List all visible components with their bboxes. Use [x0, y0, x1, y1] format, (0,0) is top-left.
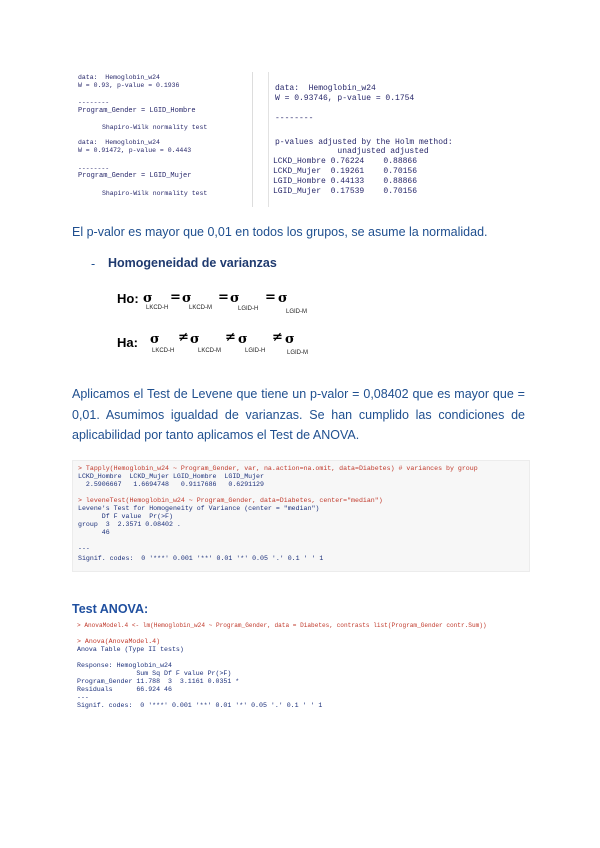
holm-output-right — [268, 72, 484, 207]
console-line: Signif. codes: 0 '***' 0.001 '**' 0.01 '*' 0.05 '.' 0.1 ' ' 1 — [77, 702, 323, 709]
output-line: LGID_Mujer 0.17539 0.70156 — [273, 187, 418, 196]
sub-lkcd-h: LKCD-H — [146, 305, 169, 311]
sigma-symbol: σ — [285, 332, 295, 347]
output-line: data: Hemoglobin_w24 — [275, 84, 376, 93]
not-equal-sign: ≠ — [178, 330, 189, 345]
output-line: Shapiro-Wilk normality test — [102, 190, 208, 197]
sigma-symbol: σ — [143, 291, 153, 306]
not-equal-sign: ≠ — [272, 330, 283, 345]
anova-heading: Test ANOVA: — [72, 602, 149, 616]
ha-label: Ha: — [117, 335, 138, 350]
console-line: 46 — [78, 529, 110, 536]
sub-lkcd-m: LKCD-M — [198, 348, 222, 354]
output-line: W = 0.91472, p-value = 0.4443 — [78, 147, 192, 154]
console-line: 2.5906667 1.6694748 0.9117686 0.6291129 — [78, 481, 264, 488]
levene-paragraph: Aplicamos el Test de Levene que tiene un p-valor = 0,08402 que es mayor que = 0,01. Asumimos igualdad de varianzas. Se han cumplido las condiciones de aplicabilidad por tanto aplicamos el Test de ANOVA. — [72, 387, 525, 442]
equals-sign: = — [218, 290, 229, 305]
output-line: data: Hemoglobin_w24 — [78, 74, 160, 81]
h0-label: Ho: — [117, 291, 139, 306]
output-line: Shapiro-Wilk normality test — [102, 124, 208, 131]
console-line: LCKD_Hombre LCKD_Mujer LGID_Hombre LGID_Mujer — [78, 473, 264, 480]
output-line: p-values adjusted by the Holm method: — [275, 138, 453, 147]
output-line: Program_Gender = LGID_Mujer — [78, 172, 192, 180]
sigma-symbol: σ — [238, 332, 248, 347]
normality-conclusion: El p-valor es mayor que 0,01 en todos los grupos, se asume la normalidad. — [72, 225, 488, 239]
sub-lgid-h: LGID-H — [238, 306, 259, 312]
output-line: -------- — [78, 99, 110, 106]
output-line: LGID_Hombre 0.44133 0.88866 — [273, 177, 418, 186]
equals-sign: = — [265, 290, 276, 305]
homogeneity-heading: Homogeneidad de varianzas — [108, 256, 277, 270]
output-line: LCKD_Hombre 0.76224 0.88866 — [273, 157, 418, 166]
output-line: LCKD_Mujer 0.19261 0.70156 — [273, 167, 418, 176]
bullet-dash: - — [91, 257, 96, 271]
console-line: Program_Gender 11.788 3 3.1161 0.0351 * — [77, 678, 240, 685]
sub-lgid-m: LGID-M — [286, 309, 307, 315]
levene-console-output — [72, 460, 530, 572]
console-line: > leveneTest(Hemoglobin_w24 ~ Program_Gender, data=Diabetes, center="median") — [78, 497, 383, 504]
sigma-symbol: σ — [190, 332, 200, 347]
console-line: > Anova(AnovaModel.4) — [77, 638, 161, 645]
output-line: W = 0.93, p-value = 0.1936 — [78, 82, 180, 89]
console-line: Df F value Pr(>F) — [78, 513, 173, 520]
console-line: Levene's Test for Homogeneity of Variance (center = "median") — [78, 505, 320, 512]
not-equal-sign: ≠ — [225, 330, 236, 345]
output-line: -------- — [78, 165, 110, 172]
output-line: unadjusted adjusted — [275, 147, 429, 156]
output-line: data: Hemoglobin_w24 — [78, 139, 160, 146]
sub-lkcd-m: LKCD-M — [189, 305, 213, 311]
shapiro-output-left — [72, 72, 253, 207]
output-line: W = 0.93746, p-value = 0.1754 — [275, 94, 415, 103]
output-line: Program_Gender = LGID_Hombre — [78, 107, 196, 115]
console-line: Residuals 66.924 46 — [77, 686, 172, 693]
output-line: -------- — [275, 114, 314, 123]
console-line: Signif. codes: 0 '***' 0.001 '**' 0.01 '*' 0.05 '.' 0.1 ' ' 1 — [78, 555, 324, 562]
console-line: Anova Table (Type II tests) — [77, 646, 184, 653]
equals-sign: = — [170, 290, 181, 305]
console-line: > AnovaModel.4 <- lm(Hemoglobin_w24 ~ Program_Gender, data = Diabetes, contrasts list(Program_Gender contr.Sum)) — [77, 622, 487, 629]
sigma-symbol: σ — [278, 291, 288, 306]
console-line: --- — [77, 694, 89, 701]
console-line: --- — [78, 545, 90, 552]
anova-console-output — [72, 618, 528, 714]
sigma-symbol: σ — [182, 291, 192, 306]
console-line: Sum Sq Df F value Pr(>F) — [77, 670, 232, 677]
sub-lgid-m: LGID-M — [287, 350, 308, 356]
sub-lkcd-h: LKCD-H — [152, 348, 175, 354]
console-line: group 3 2.3571 0.08402 . — [78, 521, 181, 528]
sigma-symbol: σ — [150, 332, 160, 347]
sigma-symbol: σ — [230, 291, 240, 306]
sub-lgid-h: LGID-H — [245, 348, 266, 354]
console-line: > Tapply(Hemoglobin_w24 ~ Program_Gender, var, na.action=na.omit, data=Diabetes) # variances by group — [78, 465, 478, 472]
console-line: Response: Hemoglobin_w24 — [77, 662, 172, 669]
